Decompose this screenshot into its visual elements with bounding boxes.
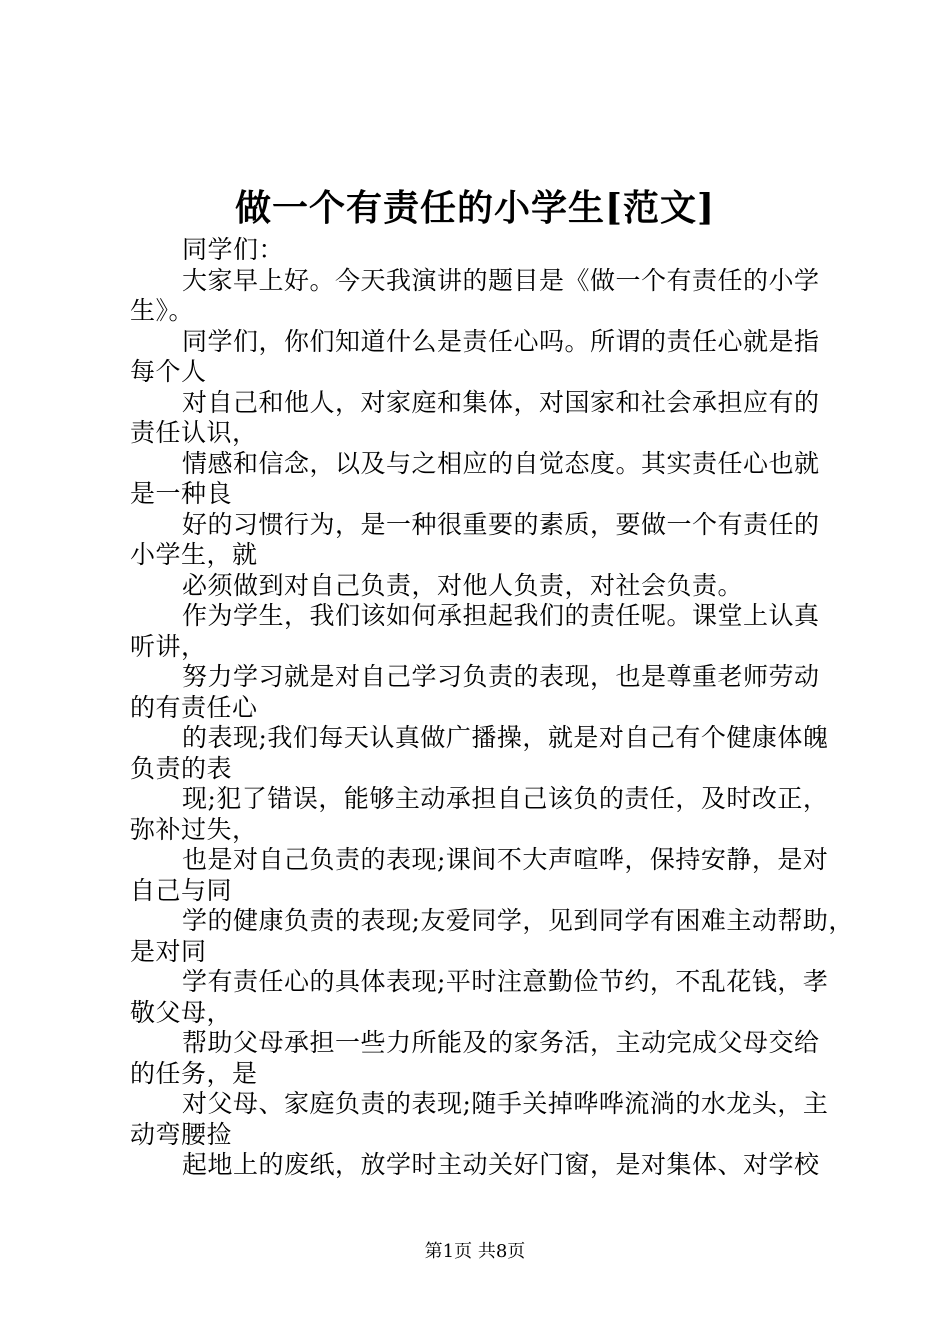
text-line: 敬父母， — [130, 997, 233, 1027]
text-line: 对父母、家庭负责的表现;随手关掉哗哗流淌的水龙头，主 — [182, 1089, 829, 1118]
text-line: 同学们，你们知道什么是责任心吗。所谓的责任心就是指 — [182, 326, 820, 356]
text-line: 现;犯了错误，能够主动承担自己该负的责任，及时改正， — [182, 784, 829, 813]
text-line: 好的习惯行为，是一种很重要的素质，要做一个有责任的 — [182, 509, 820, 539]
text-line: 负责的表 — [130, 753, 233, 783]
text-line: 情感和信念，以及与之相应的自觉态度。其实责任心也就 — [182, 448, 820, 478]
text-line: 每个人 — [130, 357, 207, 386]
text-line: 作为学生，我们该如何承担起我们的责任呢。课堂上认真 — [182, 601, 820, 630]
text-line: 必须做到对自己负责，对他人负责，对社会负责。 — [182, 570, 744, 600]
text-line: 听讲， — [130, 631, 207, 661]
text-line: 大家早上好。今天我演讲的题目是《做一个有责任的小学 — [182, 265, 820, 295]
text-line: 的任务，是 — [130, 1058, 258, 1088]
text-line: 的表现;我们每天认真做广播操，就是对自己有个健康体魄 — [182, 723, 829, 752]
text-line: 的有责任心 — [130, 692, 258, 722]
text-line: 生》。 — [130, 296, 195, 325]
text-line: 是对同 — [130, 936, 207, 966]
text-line: 责任认识， — [130, 418, 258, 447]
text-line: 努力学习就是对自己学习负责的表现，也是尊重老师劳动 — [182, 662, 820, 691]
text-line: 学的健康负责的表现;友爱同学，见到同学有困难主动帮助， — [182, 906, 854, 935]
text-line: 是一种良 — [130, 479, 233, 508]
text-line: 起地上的废纸，放学时主动关好门窗，是对集体、对学校 — [182, 1150, 820, 1179]
text-line: 帮助父母承担一些力所能及的家务活，主动完成父母交给 — [182, 1028, 820, 1057]
text-line: 小学生，就 — [130, 540, 258, 569]
text-line: 对自己和他人，对家庭和集体，对国家和社会承担应有的 — [182, 387, 820, 417]
text-line: 动弯腰捡 — [130, 1119, 233, 1149]
text-line: 同学们： — [182, 235, 285, 264]
page-footer: 第1页 共8页 — [424, 1241, 526, 1262]
text-line: 弥补过失， — [130, 814, 258, 844]
text-line: 学有责任心的具体表现;平时注意勤俭节约，不乱花钱，孝 — [182, 967, 829, 996]
text-line: 自己与同 — [130, 875, 233, 905]
text-line: 也是对自己负责的表现;课间不大声喧哗，保持安静，是对 — [182, 845, 829, 874]
document-title: 做一个有责任的小学生[范文] — [234, 187, 716, 229]
document-body — [130, 235, 854, 1181]
